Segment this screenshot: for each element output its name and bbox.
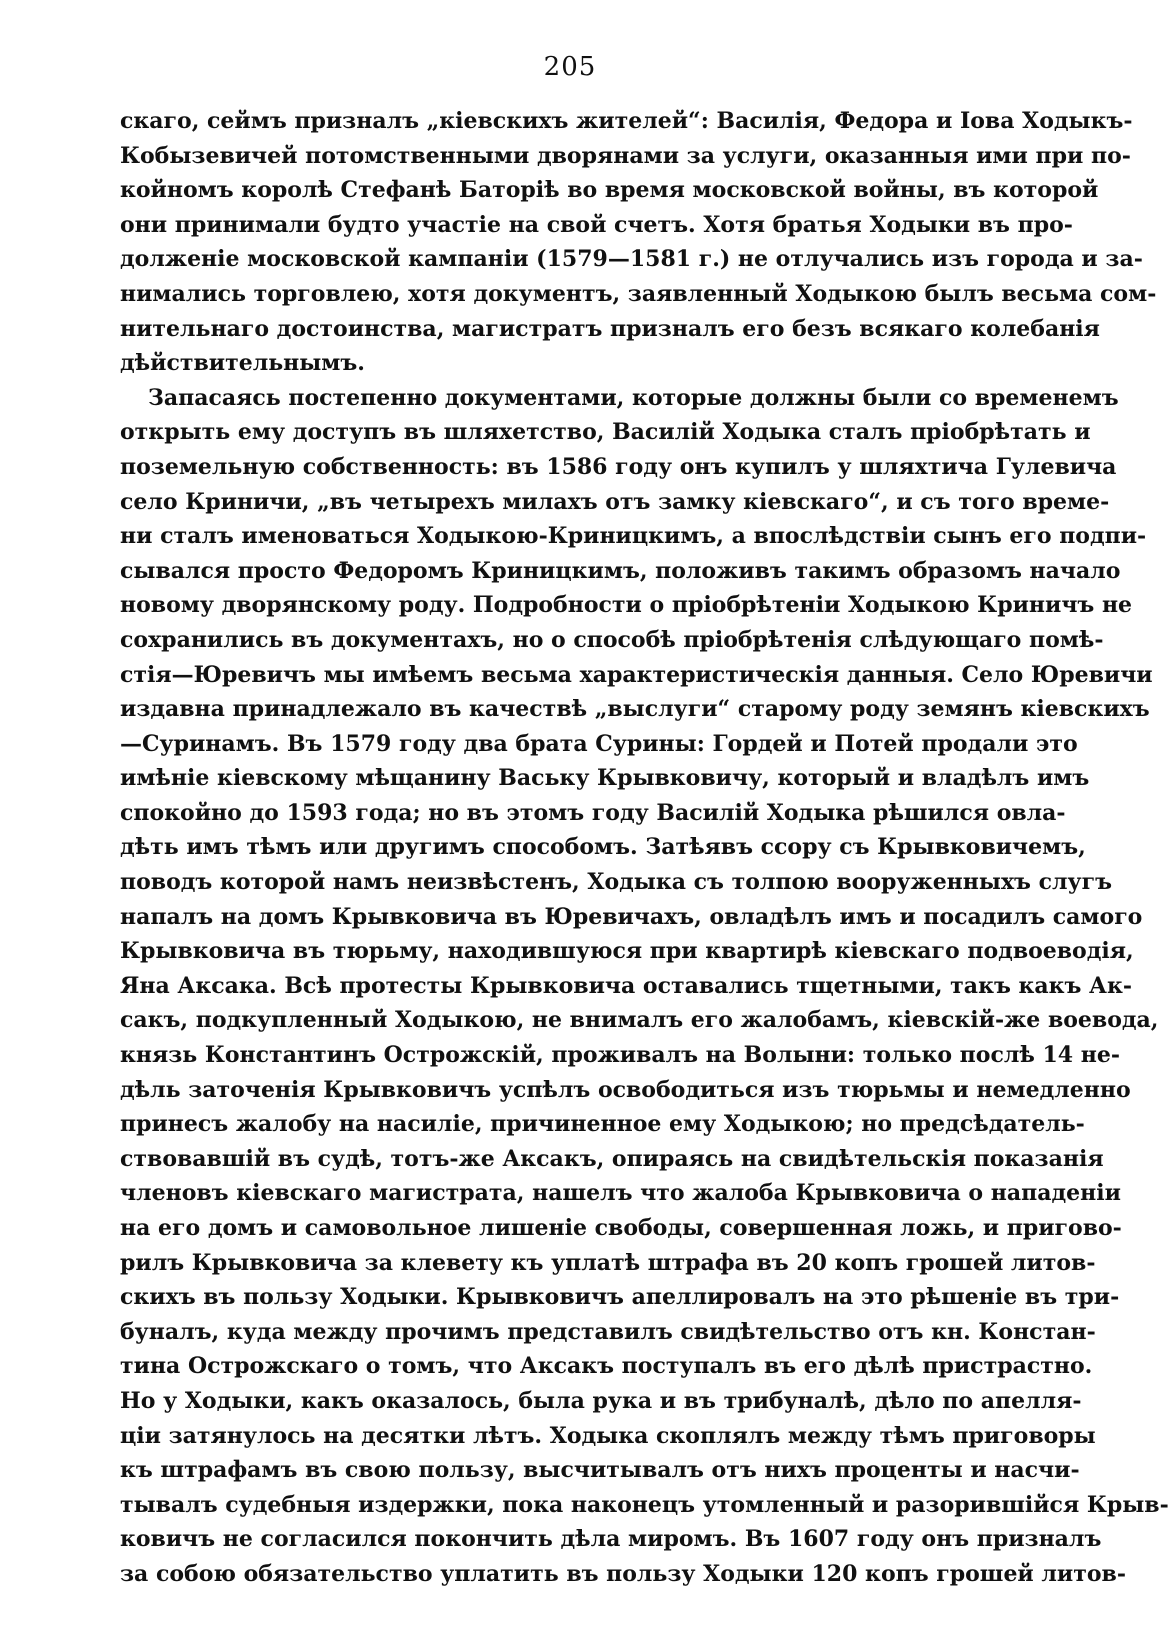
text-line: принесъ жалобу на насиліе, причиненное ему Ходыкою; но предсѣдатель- — [120, 1111, 1085, 1138]
text-line: сохранились въ документахъ, но о способѣ пріобрѣтенія слѣдующаго помѣ- — [120, 626, 1104, 653]
text-line: сакъ, подкупленный Ходыкою, не внималъ его жалобамъ, кіевскій-же воевода, — [120, 1007, 1159, 1034]
text-line: скихъ въ пользу Ходыки. Крывковичъ апеллировалъ на это рѣшеніе въ три- — [120, 1284, 1120, 1311]
body-text — [120, 104, 1169, 1592]
paragraph-1 — [120, 104, 1157, 381]
page-number: 205 — [543, 52, 597, 82]
text-line: —Суринамъ. Въ 1579 году два брата Сурины: Гордей и Потей продали это — [120, 730, 1078, 757]
text-line: напалъ на домъ Крывковича въ Юревичахъ, овладѣлъ имъ и посадилъ самого — [120, 903, 1143, 930]
text-line: нимались торговлею, хотя документъ, заявленный Ходыкою былъ весьма сом- — [120, 280, 1157, 307]
text-line: нительнаго достоинства, магистратъ призналъ его безъ всякаго колебанія — [120, 315, 1100, 342]
text-line: поземельную собственность: въ 1586 году онъ купилъ у шляхтича Гулевича — [120, 453, 1117, 480]
text-line: поводъ которой намъ неизвѣстенъ, Ходыка съ толпою вооруженныхъ слугъ — [120, 869, 1112, 896]
text-line: дѣйствительнымъ. — [120, 350, 365, 377]
text-line: ковичъ не согласился покончить дѣла миромъ. Въ 1607 году онъ призналъ — [120, 1526, 1102, 1553]
text-line: сывался просто Федоромъ Криницкимъ, положивъ такимъ образомъ начало — [120, 557, 1121, 584]
text-line: Кобызевичей потомственными дворянами за услуги, оказанныя ими при по- — [120, 142, 1131, 169]
text-line: скаго, сеймъ призналъ „кіевскихъ жителей“: Василія, Федора и Іова Ходыкъ- — [120, 108, 1133, 134]
text-line: село Криничи, „въ четырехъ милахъ отъ замку кіевскаго“, и съ того време- — [120, 488, 1110, 515]
text-line: долженіе московской кампаніи (1579—1581 г.) не отлучались изъ города и за- — [120, 246, 1143, 273]
text-line: спокойно до 1593 года; но въ этомъ году Василій Ходыка рѣшился овла- — [120, 799, 1066, 826]
text-line: они принимали будто участіе на свой счетъ. Хотя братья Ходыки въ про- — [120, 211, 1073, 238]
text-line: Но у Ходыки, какъ оказалось, была рука и въ трибуналѣ, дѣло по апелля- — [120, 1387, 1082, 1414]
text-line: тина Острожскаго о томъ, что Аксакъ поступалъ въ его дѣлѣ пристрастно. — [120, 1353, 1093, 1380]
text-line: князь Константинъ Острожскій, проживалъ на Волыни: только послѣ 14 не- — [120, 1042, 1120, 1069]
text-line: Яна Аксака. Всѣ протесты Крывковича оставались тщетными, такъ какъ Ак- — [120, 972, 1132, 999]
text-line: къ штрафамъ въ свою пользу, высчитывалъ отъ нихъ проценты и насчи- — [120, 1457, 1080, 1484]
text-line: тывалъ судебныя издержки, пока наконецъ утомленный и разорившійся Крыв- — [120, 1491, 1169, 1518]
text-line: ствовавшій въ судѣ, тотъ-же Аксакъ, опираясь на свидѣтельскія показанія — [120, 1145, 1104, 1172]
text-line: ни сталъ именоваться Ходыкою-Криницкимъ, а впослѣдствіи сынъ его подпи- — [120, 523, 1147, 550]
text-line: Крывковича въ тюрьму, находившуюся при квартирѣ кіевскаго подвоеводія, — [120, 938, 1134, 965]
text-line: буналъ, куда между прочимъ представилъ свидѣтельство отъ кн. Констан- — [120, 1318, 1096, 1345]
text-line: Запасаясь постепенно документами, которые должны были со временемъ — [148, 384, 1119, 411]
text-line: рилъ Крывковича за клевету къ уплатѣ штрафа въ 20 копъ грошей литов- — [120, 1249, 1096, 1276]
text-line: имѣніе кіевскому мѣщанину Ваську Крывковичу, который и владѣлъ имъ — [120, 765, 1090, 792]
text-line: койномъ королѣ Стефанѣ Баторіѣ во время московской войны, въ которой — [120, 177, 1099, 204]
text-line: открыть ему доступъ въ шляхетство, Василій Ходыка сталъ пріобрѣтать и — [120, 419, 1091, 446]
text-line: дѣль заточенія Крывковичъ успѣлъ освободиться изъ тюрьмы и немедленно — [120, 1076, 1131, 1103]
text-line: издавна принадлежало въ качествѣ „выслуги“ старому роду земянъ кіевскихъ — [120, 696, 1150, 723]
text-line: членовъ кіевскаго магистрата, нашелъ что жалоба Крывковича о нападеніи — [120, 1180, 1121, 1207]
text-line: стія—Юревичъ мы имѣемъ весьма характеристическія данныя. Село Юревичи — [120, 661, 1153, 688]
text-line: за собою обязательство уплатить въ пользу Ходыки 120 копъ грошей литов- — [120, 1560, 1126, 1587]
text-line: новому дворянскому роду. Подробности о пріобрѣтеніи Ходыкою Криничъ не — [120, 592, 1133, 619]
text-line: на его домъ и самовольное лишеніе свободы, совершенная ложь, и пригово- — [120, 1215, 1122, 1241]
text-line: дѣть имъ тѣмъ или другимъ способомъ. Затѣявъ ссору съ Крывковичемъ, — [120, 834, 1086, 861]
paragraph-2 — [120, 381, 1169, 1592]
text-line: ціи затянулось на десятки лѣтъ. Ходыка скоплялъ между тѣмъ приговоры — [120, 1422, 1096, 1449]
